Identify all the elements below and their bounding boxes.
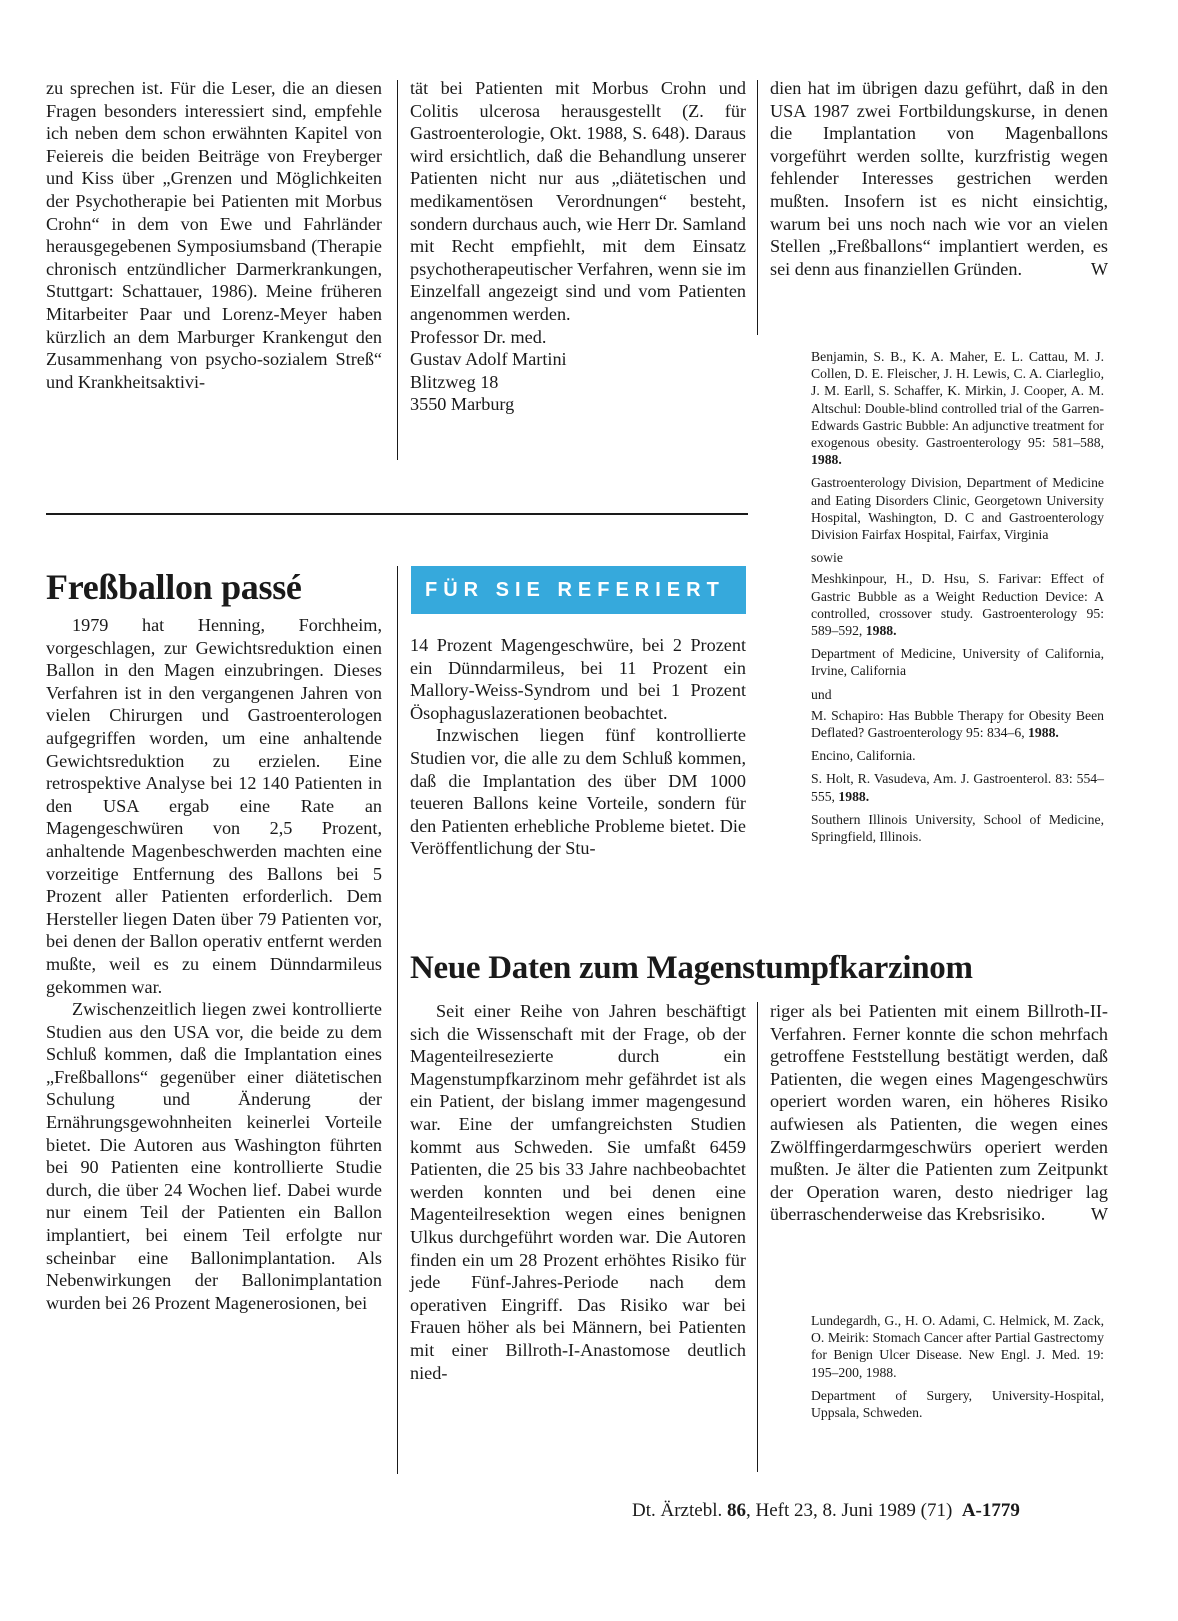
column-rule [397, 80, 398, 460]
volume-number: 86 [726, 1500, 746, 1521]
page-number: A-1779 [961, 1500, 1020, 1521]
article1-left-column [46, 614, 382, 1314]
column-rule [757, 1002, 758, 1472]
body-text: Inzwischen liegen fünf kontrollierte Studien vor, die alle zu dem Schluß kommen, daß die Implantation des über DM 1000 teueren Ballons keine Vorteile, sondern für den Patienten erhebliche Probleme bietet. Die Veröffentlichung der Stu- [410, 725, 746, 859]
references-bottom [811, 1312, 1104, 1427]
body-text: tät bei Patienten mit Morbus Crohn und Colitis ulcerosa herausgestellt (Z. für Gastroenterologie, Okt. 1988, S. 648). Daraus wird ersichtlich, daß die Behandlung unserer Patienten nicht nur aus „diätetischen und medikamentösen Verordnungen“ besteht, sondern durchaus auch, wie Herr Dr. Samland mit Recht empfiehlt, mit dem Einsatz psychotherapeutischer Verfahren, wenn sie im Einzelfall angezeigt sind und vom Patienten angenommen werden. [410, 78, 746, 324]
reference: Benjamin, S. B., K. A. Maher, E. L. Cattau, M. J. Collen, D. E. Fleischer, J. H. Lewis, C. A. Ciarleglio, J. M. Earll, S. Schaffer, K. Mirkin, J. Cooper, A. M. Altschul: Double-blind controlled trial of the Garren-Edwards Gastric Bubble: An adjunctive treatment for exogenous obesity. Gastroenterology 95: 581–588, 1988. [811, 349, 1104, 468]
reference-connector: und [811, 686, 832, 702]
continued-letter-left [46, 77, 382, 393]
reference-affiliation: Southern Illinois University, School of Medicine, Springfield, Illinois. [811, 811, 1104, 845]
banner-label: FÜR SIE REFERIERT [425, 578, 725, 601]
signature-line: 3550 Marburg [410, 394, 515, 415]
reference: M. Schapiro: Has Bubble Therapy for Obesity Been Deflated? Gastroenterology 95: 834–6, 1988. [811, 707, 1104, 741]
signature-line: Blitzweg 18 [410, 371, 499, 392]
reference: Lundegardh, G., H. O. Adami, C. Helmick, M. Zack, O. Meirik: Stomach Cancer after Partial Gastrectomy for Benign Ulcer Disease. New Engl. J. Med. 19: 195–200, 1988. [811, 1313, 1104, 1380]
body-text: dien hat im übrigen dazu geführt, daß in den USA 1987 zwei Fortbildungskurse, in denen die Implantation von Magenballons vorgeführt werden sollte, kurzfristig wegen fehlender Interesses gestrichen werden mußten. Insofern ist es nicht einsichtig, warum bei uns noch nach wie vor an vielen Stellen „Freßballons“ implantiert werden, es sei denn aus finanziellen Gründen. W [770, 78, 1108, 279]
article2-middle-column [410, 1000, 746, 1384]
issue-date: , Heft 23, 8. Juni 1989 (71) [745, 1500, 953, 1521]
signature-line: Professor Dr. med. [410, 326, 547, 347]
section-rule [46, 513, 748, 515]
page-footer [632, 1500, 1112, 1522]
article2-right-column [770, 1000, 1108, 1226]
references-top [811, 348, 1104, 851]
continued-article-right [770, 77, 1108, 280]
article1-middle-column [410, 634, 746, 860]
column-rule [397, 566, 398, 1474]
reference-affiliation: Encino, California. [811, 748, 916, 764]
reference-connector: sowie [811, 550, 843, 566]
column-rule [757, 80, 758, 335]
body-text: Zwischenzeitlich liegen zwei kontrollierte Studien aus den USA vor, die beide zu dem Schluß kommen, daß die Implantation eines „Freßballons“ gegenüber einer diätetischen Schulung und Änderung der Ernährungsgewohnheiten keinerlei Vorteile bietet. Die Autoren aus Washington führten bei 90 Patienten eine kontrollierte Studie durch, die über 24 Wochen lief. Dabei wurde nur einem Teil der Patienten ein Ballon implantiert, bei einem Teil erfolgte nur scheinbar eine Ballonimplantation. Als Nebenwirkungen der Ballonimplantation wurden bei 26 Prozent Magenerosionen, bei [46, 999, 382, 1313]
body-text: 14 Prozent Magengeschwüre, bei 2 Prozent ein Dünndarmileus, bei 11 Prozent ein Mallory-Weiss-Syndrom und bei 1 Prozent Ösophaguslazerationen beobachtet. [410, 635, 746, 723]
section-banner [411, 566, 746, 614]
body-text: Seit einer Reihe von Jahren beschäftigt sich die Wissenschaft mit der Frage, ob der Magenteilresezierte durch ein Magenstumpfkarzinom mehr gefährdet ist als ein Patient, der bislang immer magengesund war. Eine der umfangreichsten Studien kommt aus Schweden. Sie umfaßt 6459 Patienten, die 25 bis 33 Jahre nachbeobachtet werden konnten und bei denen eine Magenteilresektion wegen eines benignen Ulkus durchgeführt worden war. Die Autoren finden ein um 28 Prozent erhöhtes Risiko für jede Fünf-Jahres-Periode nach dem operativen Eingriff. Das Risiko war bei Frauen höher als bei Männern, bei Patienten mit einer Billroth-I-Anastomose deutlich nied- [410, 1001, 746, 1383]
reference-affiliation: Department of Medicine, University of California, Irvine, California [811, 646, 1104, 679]
author-initial: W [1090, 258, 1108, 279]
body-text: 1979 hat Henning, Forchheim, vorgeschlagen, zur Gewichtsreduktion einen Ballon in den Magen einzubringen. Dieses Verfahren ist in den vergangenen Jahren von vielen Chirurgen und Gastroenterologen aufgegriffen worden, um eine anhaltende Gewichtsreduktion zu erzielen. Eine retrospektive Analyse bei 12 140 Patienten in den USA ergab eine Rate an Magengeschwüren von 2,5 Prozent, anhaltende Magenbeschwerden machten eine vorzeitige Entfernung des Ballons bei 5 Prozent aller Patienten erforderlich. Dem Hersteller liegen Daten über 79 Patienten vor, bei denen der Ballon operativ entfernt werden mußte, weil es zu einem Dünndarmileus gekommen war. [46, 615, 382, 997]
reference-affiliation: Gastroenterology Division, Department of Medicine and Eating Disorders Clinic, Georgetown University Hospital, Washington, D. C and Gastroenterology Division Fairfax Hospital, Fairfax, Virginia [811, 475, 1104, 543]
signature-line: Gustav Adolf Martini [410, 349, 567, 370]
reference: Meshkinpour, H., D. Hsu, S. Farivar: Effect of Gastric Bubble as a Weight Reduction Device: A controlled, crossover study. Gastroenterology 95: 589–592, 1988. [811, 571, 1104, 639]
reference: S. Holt, R. Vasudeva, Am. J. Gastroenterol. 83: 554–555, 1988. [811, 771, 1104, 804]
reference-affiliation: Department of Surgery, University-Hospital, Uppsala, Schweden. [811, 1387, 1104, 1421]
body-text: riger als bei Patienten mit einem Billroth-II-Verfahren. Ferner konnte die schon mehrfach getroffene Feststellung bestätigt werden, daß Patienten, die wegen eines Magengeschwürs operiert worden waren, ein höheres Risiko aufwiesen als Patienten, die wegen eines Zwölffingerdarmgeschwürs operiert werden mußten. Je älter die Patienten zum Zeitpunkt der Operation waren, desto niedriger lag überraschenderweise das Krebsrisiko. W [770, 1001, 1108, 1225]
author-initial: W [1090, 1204, 1108, 1225]
article-title: Freßballon passé [46, 567, 302, 607]
article-title: Neue Daten zum Magenstumpfkarzinom [410, 950, 973, 986]
journal-name: Dt. Ärztebl. [632, 1500, 723, 1521]
body-text: zu sprechen ist. Für die Leser, die an diesen Fragen besonders interessiert sind, empfehle ich neben dem schon erwähnten Kapitel von Feiereis die beiden Beiträge von Freyberger und Kiss über „Grenzen und Möglichkeiten der Psychotherapie bei Patienten mit Morbus Crohn“ in dem von Ewe und Fahrländer herausgegebenen Symposiumsband (Therapie chronisch entzündlicher Darmerkrankungen, Stuttgart: Schattauer, 1986). Meine früheren Mitarbeiter Paar und Lorenz-Meyer haben kürzlich an dem Marburger Krankengut den Zusammenhang von psycho-sozialem Streß“ und Krankheitsaktivi- [46, 78, 382, 392]
continued-letter-middle [410, 77, 746, 416]
